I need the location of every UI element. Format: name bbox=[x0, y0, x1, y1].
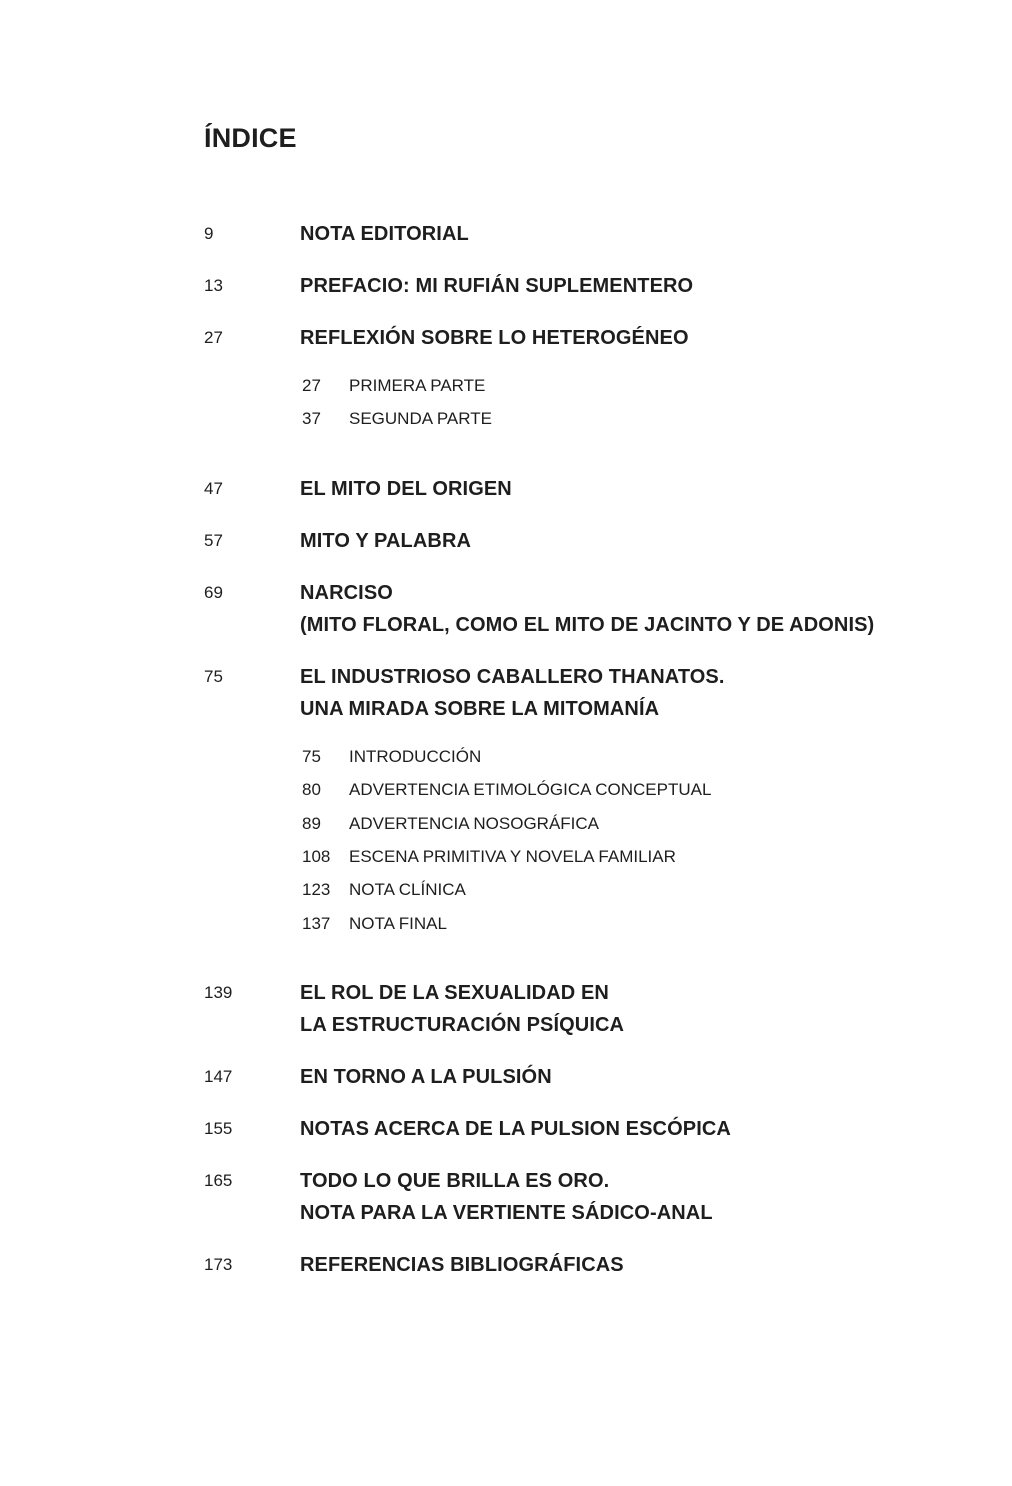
toc-subentry-page-number: 89 bbox=[302, 813, 321, 833]
toc-subentry[interactable] bbox=[302, 912, 924, 945]
toc-entry-page-number: 165 bbox=[204, 1171, 233, 1191]
toc-subentry-page-number: 37 bbox=[302, 409, 321, 429]
toc-entry-title-line: LA ESTRUCTURACIÓN PSÍQUICA bbox=[300, 1014, 625, 1037]
toc-entry-title bbox=[300, 218, 924, 250]
toc-subentry[interactable] bbox=[302, 778, 924, 811]
toc-entry-page-number: 13 bbox=[204, 276, 223, 295]
toc-entry[interactable] bbox=[204, 661, 924, 725]
toc-entry-page-number: 173 bbox=[204, 1255, 233, 1275]
toc-entry-title-line: NARCISO bbox=[300, 581, 393, 604]
toc-subentry-title: NOTA FINAL bbox=[349, 913, 447, 933]
toc-entry[interactable] bbox=[204, 525, 924, 557]
toc-subentry[interactable] bbox=[302, 407, 924, 440]
toc-entry-page-number: 27 bbox=[204, 328, 223, 347]
toc-subentry[interactable] bbox=[302, 812, 924, 845]
toc-entry-title-line: EL ROL DE LA SEXUALIDAD EN bbox=[300, 982, 609, 1005]
toc-entry[interactable] bbox=[204, 1113, 924, 1145]
toc-entry-title-line: UNA MIRADA SOBRE LA MITOMANÍA bbox=[300, 697, 660, 720]
toc-entry-title-line: MITO Y PALABRA bbox=[300, 529, 472, 552]
toc-subentry[interactable] bbox=[302, 878, 924, 911]
toc-entry-page-number: 9 bbox=[204, 224, 214, 243]
toc-entry-page-number: 57 bbox=[204, 530, 223, 550]
toc-subentry-title: PRIMERA PARTE bbox=[349, 376, 486, 395]
toc-entry-page-number: 155 bbox=[204, 1119, 233, 1139]
toc-entry[interactable] bbox=[204, 270, 924, 302]
toc-entry-title-line: REFERENCIAS BIBLIOGRÁFICAS bbox=[300, 1254, 624, 1277]
toc-subentry-page-number: 123 bbox=[302, 880, 331, 900]
toc-entry-title-line: REFLEXIÓN SOBRE LO HETEROGÉNEO bbox=[300, 327, 689, 349]
toc-entry-title-line: PREFACIO: MI RUFIÁN SUPLEMENTERO bbox=[300, 275, 694, 297]
toc-subentry[interactable] bbox=[302, 745, 924, 778]
toc-entry[interactable] bbox=[204, 1249, 924, 1281]
toc-subentry-title: ADVERTENCIA NOSOGRÁFICA bbox=[349, 813, 600, 833]
toc-entry-title bbox=[300, 473, 924, 505]
toc-subentry-title: SEGUNDA PARTE bbox=[349, 409, 492, 429]
toc-entry-page-number: 147 bbox=[204, 1067, 233, 1087]
toc-subentry-page-number: 80 bbox=[302, 780, 321, 800]
toc-entry[interactable] bbox=[204, 1061, 924, 1093]
toc-subentry-page-number: 108 bbox=[302, 846, 331, 866]
toc-subentries bbox=[302, 745, 924, 945]
toc-subentries bbox=[302, 374, 924, 441]
page-title: ÍNDICE bbox=[204, 123, 297, 153]
toc-entry-title-line: EL MITO DEL ORIGEN bbox=[300, 477, 512, 500]
toc-entry-title bbox=[300, 322, 924, 354]
toc-entry-page-number: 47 bbox=[204, 478, 223, 498]
toc-entry-title-line: NOTA PARA LA VERTIENTE SÁDICO-ANAL bbox=[300, 1202, 713, 1225]
toc-entry[interactable] bbox=[204, 577, 924, 641]
toc-entry-title bbox=[300, 1165, 924, 1229]
toc-entry-title bbox=[300, 1061, 924, 1093]
toc-entry-title bbox=[300, 1249, 924, 1281]
toc-entry-title bbox=[300, 577, 924, 641]
toc-entry-title bbox=[300, 525, 924, 557]
toc-entry-title-line: NOTAS ACERCA DE LA PULSION ESCÓPICA bbox=[300, 1118, 731, 1141]
toc-entry-title bbox=[300, 270, 924, 302]
toc-entry-page-number: 69 bbox=[204, 582, 223, 602]
toc-entry-title bbox=[300, 661, 924, 725]
toc-entry[interactable] bbox=[204, 218, 924, 250]
toc-entry-title-line: (MITO FLORAL, COMO EL MITO DE JACINTO Y DE ADONIS) bbox=[300, 613, 875, 636]
table-of-contents bbox=[204, 218, 924, 1301]
toc-entry-page-number: 75 bbox=[204, 666, 223, 686]
toc-entry-page-number: 139 bbox=[204, 983, 233, 1003]
toc-entry[interactable] bbox=[204, 473, 924, 505]
toc-subentry-title: NOTA CLÍNICA bbox=[349, 880, 466, 900]
toc-entry-title-line: NOTA EDITORIAL bbox=[300, 223, 469, 245]
toc-subentry-page-number: 27 bbox=[302, 376, 321, 395]
toc-subentry-page-number: 137 bbox=[302, 913, 331, 933]
toc-entry-title bbox=[300, 1113, 924, 1145]
toc-subentry-title: INTRODUCCIÓN bbox=[349, 746, 482, 766]
toc-subentry[interactable] bbox=[302, 845, 924, 878]
toc-entry[interactable] bbox=[204, 322, 924, 354]
toc-entry-title-line: EL INDUSTRIOSO CABALLERO THANATOS. bbox=[300, 665, 725, 688]
toc-subentry-title: ESCENA PRIMITIVA Y NOVELA FAMILIAR bbox=[349, 846, 676, 866]
toc-entry[interactable] bbox=[204, 977, 924, 1041]
toc-entry-title-line: EN TORNO A LA PULSIÓN bbox=[300, 1066, 552, 1089]
toc-entry[interactable] bbox=[204, 1165, 924, 1229]
toc-subentry-page-number: 75 bbox=[302, 746, 321, 766]
toc-entry-title-line: TODO LO QUE BRILLA ES ORO. bbox=[300, 1170, 610, 1193]
toc-entry-title bbox=[300, 977, 924, 1041]
toc-subentry[interactable] bbox=[302, 374, 924, 407]
toc-subentry-title: ADVERTENCIA ETIMOLÓGICA CONCEPTUAL bbox=[349, 780, 712, 800]
